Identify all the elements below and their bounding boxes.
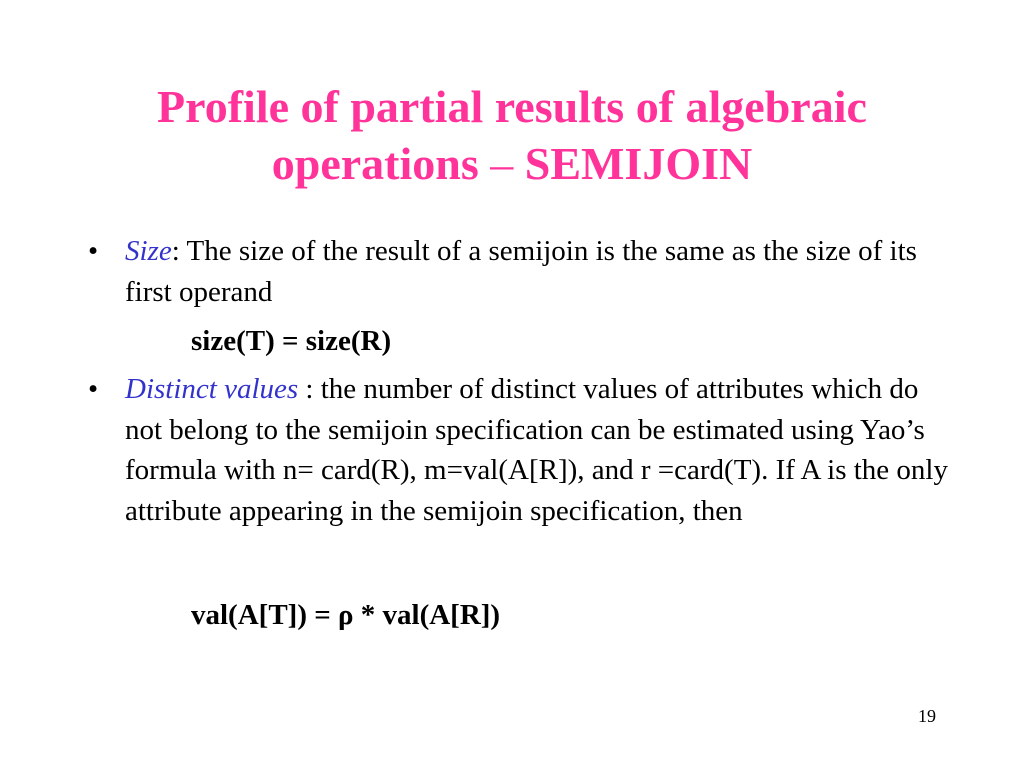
formula-size: size(T) = size(R) [191,325,392,357]
title-dash: – [490,138,514,189]
bullet-term: Size [125,235,172,267]
bullet-term: Distinct values [125,373,299,405]
bullet-body [125,231,958,312]
bullet-separator: : [298,373,314,405]
bullet-text: the number of distinct values of attributes which do not belong to the semijoin specification can be estimated using Yao’s formula with n= card(R), m=val(A[R]), and r =card(T). If A is the only attribute appearing in the semijoin specification, then [125,373,948,527]
formula-distinct-values: val(A[T]) = ρ * val(A[R]) [191,599,501,631]
bullet-body [125,369,958,531]
slide-title [60,78,964,192]
bullet-symbol: • [88,235,99,267]
bullet-size [88,231,958,312]
title-operation: SEMIJOIN [524,138,753,189]
title-main: Profile of partial results of algebraic operations [157,81,867,189]
bullet-distinct-values [88,369,958,531]
bullet-symbol: • [88,373,99,405]
bullet-text: The size of the result of a semijoin is the same as the size of its first operand [125,235,917,308]
bullet-separator: : [171,235,180,267]
page-number: 19 [918,706,936,726]
